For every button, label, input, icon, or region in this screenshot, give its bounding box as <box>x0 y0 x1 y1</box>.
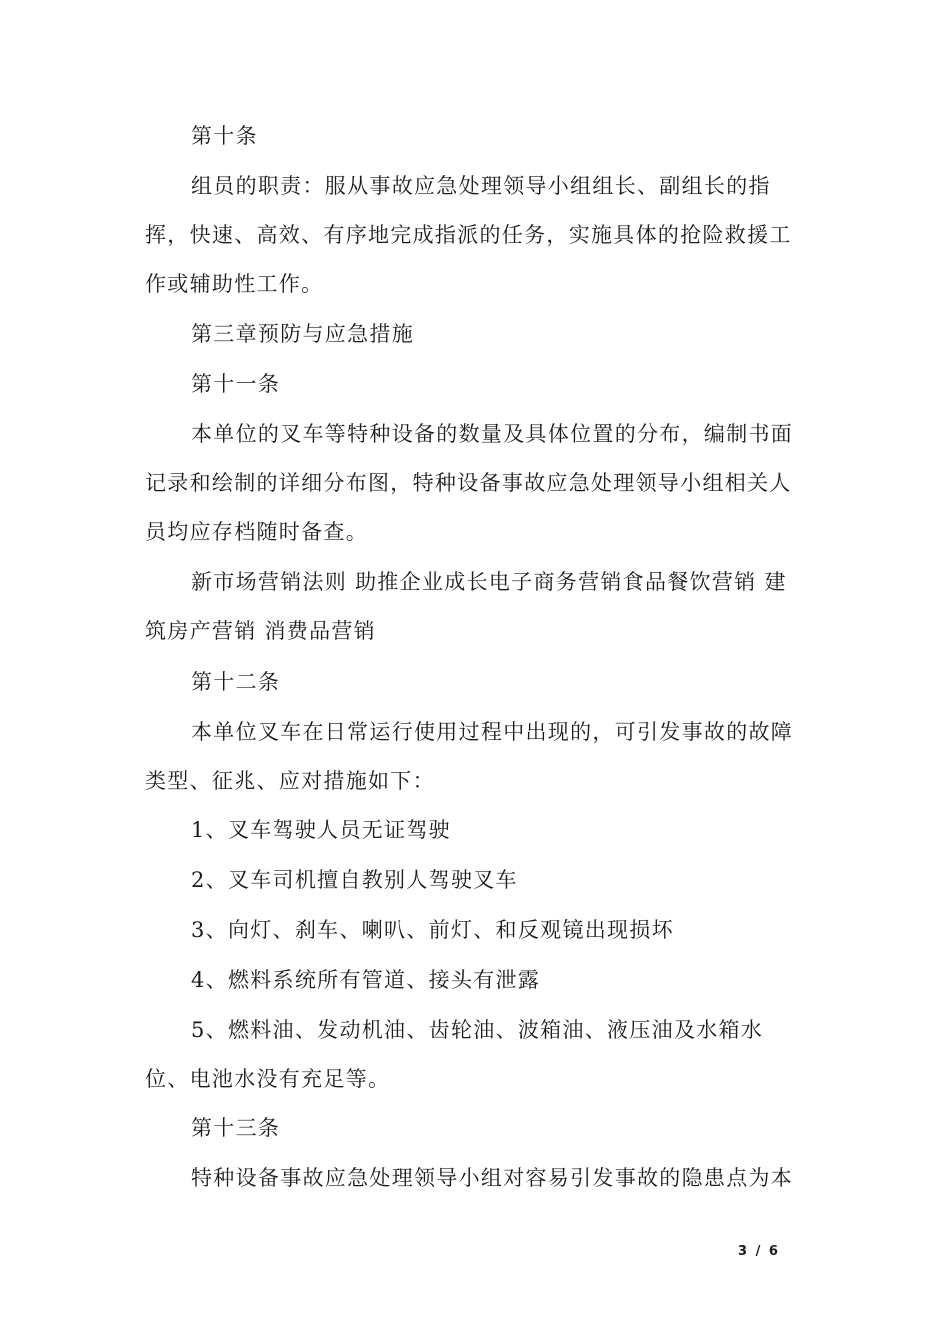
article-11-heading: 第十一条 <box>191 372 281 396</box>
chapter-3-heading: 第三章预防与应急措施 <box>191 322 414 346</box>
article-12-heading: 第十二条 <box>191 670 281 694</box>
list-item-5: 5、燃料油、发动机油、齿轮油、波箱油、液压油及水箱水位、电池水没有充足等。 <box>145 1018 764 1091</box>
hazard-points-paragraph: 特种设备事故应急处理领导小组对容易引发事故的隐患点为本 <box>191 1166 794 1190</box>
fault-types-paragraph: 本单位叉车在日常运行使用过程中出现的，可引发事故的故障类型、征兆、应对措施如下： <box>145 720 794 793</box>
list-item-3: 3、向灯、刹车、喇叭、前灯、和反观镜出现损坏 <box>191 918 674 942</box>
article-13-heading: 第十三条 <box>191 1116 281 1140</box>
marketing-line: 新市场营销法则 助推企业成长电子商务营销食品餐饮营销 建筑房产营销 消费品营销 <box>145 570 787 643</box>
page-number: 3 / 6 <box>738 1244 780 1259</box>
list-item-1: 1、叉车驾驶人员无证驾驶 <box>191 818 451 842</box>
list-item-4: 4、燃料系统所有管道、接头有泄露 <box>191 968 541 992</box>
article-10-heading: 第十条 <box>191 124 258 148</box>
member-duties-paragraph: 组员的职责：服从事故应急处理领导小组组长、副组长的指挥，快速、高效、有序地完成指派的任务，实施具体的抢险救援工作或辅助性工作。 <box>145 174 792 296</box>
equipment-distribution-paragraph: 本单位的叉车等特种设备的数量及具体位置的分布，编制书面记录和绘制的详细分布图，特种设备事故应急处理领导小组相关人员均应存档随时备查。 <box>145 422 794 544</box>
list-item-2: 2、叉车司机擅自教别人驾驶叉车 <box>191 868 518 892</box>
